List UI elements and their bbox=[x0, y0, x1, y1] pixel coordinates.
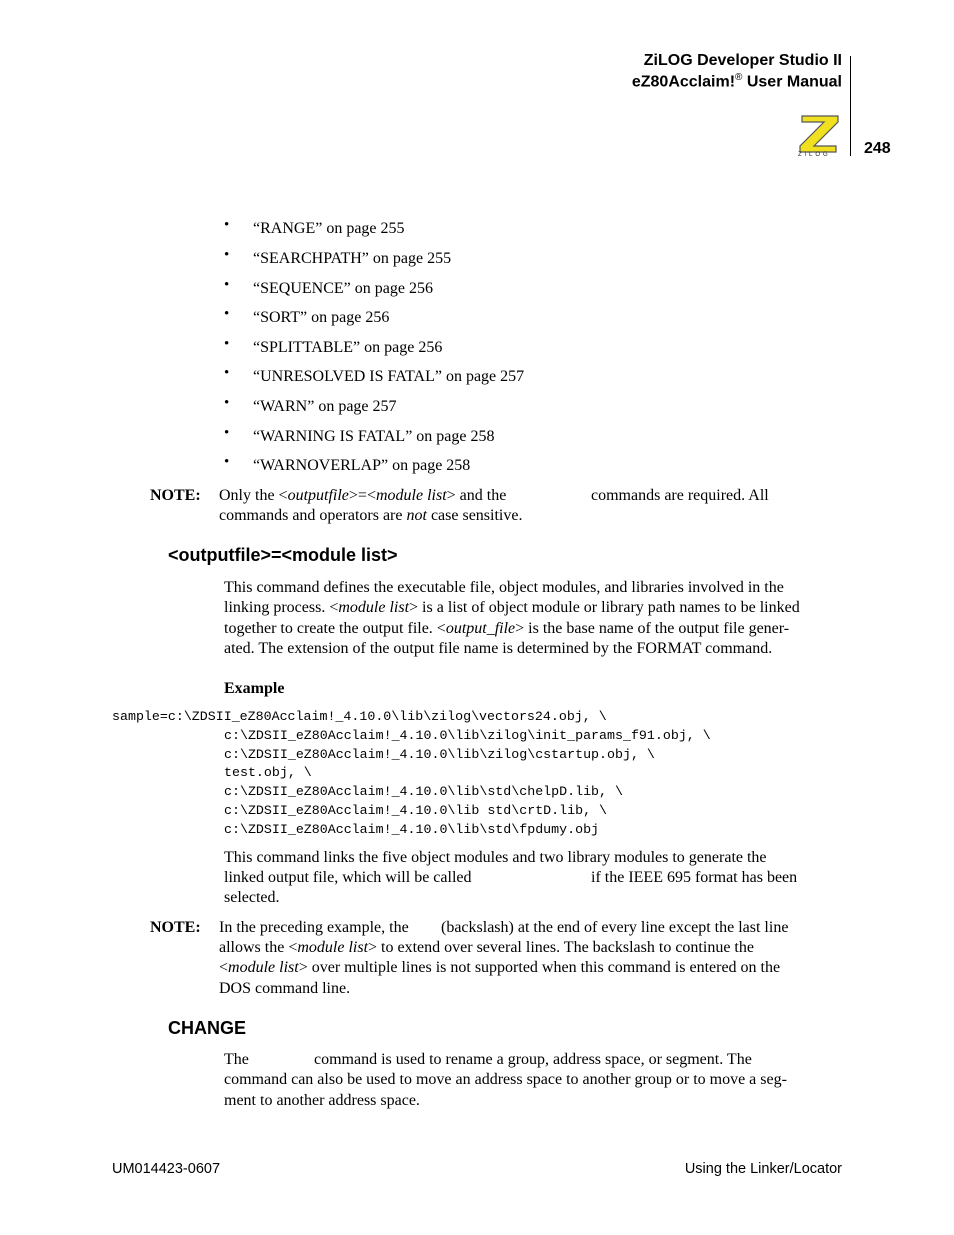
note-label: NOTE: bbox=[150, 487, 201, 504]
note2-line2: allows the <module list> to extend over several lines. The backslash to continue the bbox=[219, 939, 754, 956]
list-item-text: “UNRESOLVED IS FATAL” on page 257 bbox=[253, 368, 525, 385]
bullet-icon: • bbox=[224, 277, 230, 293]
example-label: Example bbox=[224, 680, 285, 697]
note-label-2: NOTE: bbox=[150, 919, 201, 936]
list-item-text: “WARNING IS FATAL” on page 258 bbox=[253, 428, 495, 445]
code-line-4: test.obj, \ bbox=[224, 765, 312, 780]
header-title-line1: ZiLOG Developer Studio II bbox=[643, 52, 842, 69]
section2-line1-start: The bbox=[224, 1051, 249, 1068]
section1-explanation-line2: linked output file, which will be called bbox=[224, 869, 472, 886]
list-item-text: “WARNOVERLAP” on page 258 bbox=[253, 457, 471, 474]
bullet-icon: • bbox=[224, 425, 230, 441]
section1-paragraph-line3: together to create the output file. <output_file> is the base name of the output file gener- bbox=[224, 620, 790, 637]
note1-line1-end: commands are required. All bbox=[591, 487, 769, 504]
list-item-text: “SPLITTABLE” on page 256 bbox=[253, 339, 443, 356]
bullet-icon: • bbox=[224, 336, 230, 352]
section1-explanation-line1: This command links the five object modules and two library modules to generate the bbox=[224, 849, 767, 866]
code-line-5: c:\ZDSII_eZ80Acclaim!_4.10.0\lib\std\chelpD.lib, \ bbox=[224, 784, 623, 799]
zilog-logo-text: ZiLOG bbox=[798, 152, 831, 158]
section1-explanation-line2-end: if the IEEE 695 format has been bbox=[591, 869, 798, 886]
code-line-6: c:\ZDSII_eZ80Acclaim!_4.10.0\lib std\crtD.lib, \ bbox=[224, 803, 608, 818]
section2-line3: ment to another address space. bbox=[224, 1092, 420, 1109]
bullet-icon: • bbox=[224, 454, 230, 470]
section2-line2: command can also be used to move an address space to another group or to move a seg- bbox=[224, 1071, 787, 1088]
code-line-3: c:\ZDSII_eZ80Acclaim!_4.10.0\lib\zilog\cstartup.obj, \ bbox=[224, 747, 655, 762]
page-number: 248 bbox=[864, 140, 891, 157]
list-item-text: “SORT” on page 256 bbox=[253, 309, 390, 326]
list-item-text: “WARN” on page 257 bbox=[253, 398, 397, 415]
section-heading-change: CHANGE bbox=[168, 1018, 247, 1038]
footer-doc-id: UM014423-0607 bbox=[112, 1161, 221, 1177]
bullet-icon: • bbox=[224, 306, 230, 322]
bullet-icon: • bbox=[224, 217, 230, 233]
note2-line1-start: In the preceding example, the bbox=[219, 919, 409, 936]
footer-section-title: Using the Linker/Locator bbox=[684, 1161, 842, 1177]
bullet-icon: • bbox=[224, 395, 230, 411]
section2-line1-end: command is used to rename a group, address space, or segment. The bbox=[314, 1051, 752, 1068]
note2-line4: DOS command line. bbox=[219, 980, 351, 997]
list-item-text: “SEARCHPATH” on page 255 bbox=[253, 250, 452, 267]
header-title-line2: eZ80Acclaim!® User Manual bbox=[631, 72, 842, 91]
code-line-7: c:\ZDSII_eZ80Acclaim!_4.10.0\lib\std\fpdumy.obj bbox=[224, 822, 600, 837]
bullet-icon: • bbox=[224, 247, 230, 263]
zilog-logo bbox=[796, 114, 842, 160]
section1-paragraph-line2: linking process. <module list> is a list of object module or library path names to be linked bbox=[224, 599, 800, 616]
note2-line3: <module list> over multiple lines is not supported when this command is entered on the bbox=[219, 959, 781, 976]
note2-line1-end: (backslash) at the end of every line except the last line bbox=[441, 919, 789, 936]
code-line-2: c:\ZDSII_eZ80Acclaim!_4.10.0\lib\zilog\init_params_f91.obj, \ bbox=[224, 728, 711, 743]
list-item-text: “SEQUENCE” on page 256 bbox=[253, 280, 433, 297]
section1-paragraph-line1: This command defines the executable file, object modules, and libraries involved in the bbox=[224, 579, 784, 596]
header-vertical-rule bbox=[850, 56, 851, 156]
note1-line2: commands and operators are not case sensitive. bbox=[219, 507, 523, 524]
list-item-text: “RANGE” on page 255 bbox=[253, 220, 405, 237]
bullet-icon: • bbox=[224, 365, 230, 381]
section-heading-outputfile: <outputfile>=<module list> bbox=[168, 545, 398, 565]
note1-line1: Only the <outputfile>=<module list> and the bbox=[219, 487, 507, 504]
section1-explanation-line3: selected. bbox=[224, 889, 280, 906]
code-line-1: sample=c:\ZDSII_eZ80Acclaim!_4.10.0\lib\zilog\vectors24.obj, \ bbox=[112, 709, 607, 724]
section1-paragraph-line4: ated. The extension of the output file name is determined by the FORMAT command. bbox=[224, 640, 773, 657]
